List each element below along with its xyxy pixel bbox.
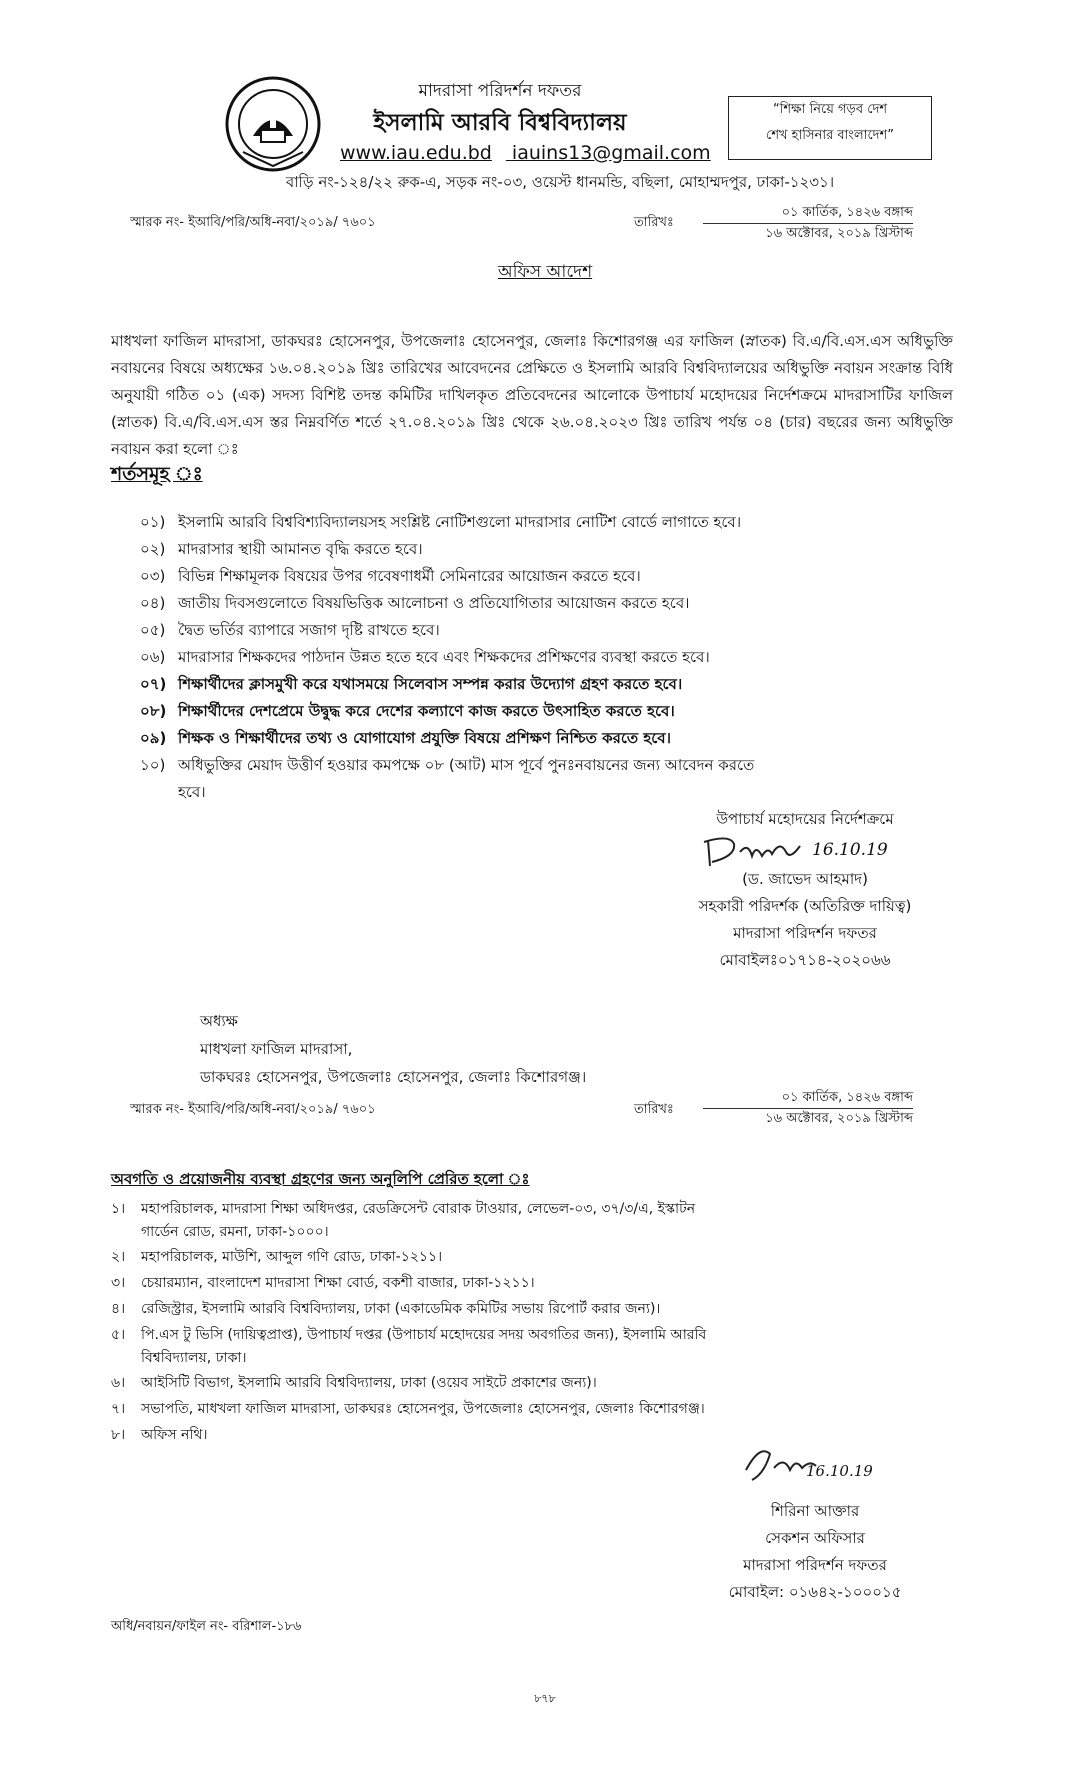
date-label: তারিখঃ — [634, 215, 674, 230]
condition-item: ০৯) শিক্ষক ও শিক্ষার্থীদের তথ্য ও যোগাযোগ প্রযুক্তি বিষয়ে প্রশিক্ষণ নিশ্চিত করতে হবে। — [140, 729, 671, 747]
cc-item: ৬। আইসিটি বিভাগ, ইসলামি আরবি বিশ্ববিদ্যালয়, ঢাকা (ওয়েব সাইটে প্রকাশের জন্য)। — [111, 1375, 597, 1391]
memo-date — [703, 203, 913, 244]
memo-reference: স্মারক নং- ইআবি/পরি/অধি-নবা/২০১৯/ ৭৬০১ — [130, 1102, 376, 1117]
university-name: ইসলামি আরবি বিশ্ববিদ্যালয় — [373, 110, 627, 136]
handwritten-signature — [740, 1440, 940, 1500]
condition-item: ০৭) শিক্ষার্থীদের ক্লাসমুখী করে যথাসময়ে সিলেবাস সম্পন্ন করার উদ্যোগ গ্রহণ করতে হবে। — [140, 675, 683, 693]
date-bangla: ০১ কার্তিক, ১৪২৬ বঙ্গাব্দ — [703, 1088, 913, 1109]
cc-item: ৪। রেজিস্ট্রার, ইসলামি আরবি বিশ্ববিদ্যালয়, ঢাকা (একাডেমিক কমিটির সভায় রিপোর্ট করার জন্য)। — [111, 1301, 661, 1317]
memo-reference: স্মারক নং- ইআবি/পরি/অধি-নবা/২০১৯/ ৭৬০১ — [130, 215, 376, 230]
website-link[interactable]: www.iau.edu.bd — [340, 142, 492, 164]
signatory-designation: সেকশন অফিসার — [765, 1529, 865, 1547]
signatory-office: মাদরাসা পরিদর্শন দফতর — [743, 1556, 887, 1574]
cc-title: অবগতি ও প্রয়োজনীয় ব্যবস্থা গ্রহণের জন্য অনুলিপি প্রেরিত হলো ঃ — [111, 1170, 530, 1188]
signatory-office: মাদরাসা পরিদর্শন দফতর — [733, 924, 877, 942]
condition-item: ০১) ইসলামি আরবি বিশ্ববিশ্যবিদ্যালয়সহ সংশ্লিষ্ট নোটিশগুলো মাদরাসার নোটিশ বোর্ডে লাগাতে হবে। — [140, 513, 742, 531]
cc-item: ৭। সভাপতি, মাধখলা ফাজিল মাদরাসা, ডাকঘরঃ হোসেনপুর, উপজেলাঃ হোসেনপুর, জেলাঃ কিশোরগঞ্জ। — [111, 1401, 705, 1417]
office-name: মাদরাসা পরিদর্শন দফতর — [418, 81, 582, 101]
condition-item: ১০) অধিভুক্তির মেয়াদ উত্তীর্ণ হওয়ার কমপক্ষে ০৮ (আট) মাস পূর্বে পুনঃনবায়নের জন্য আবেদন করতে হবে। — [140, 756, 755, 801]
conditions-title: শর্তসমূহ ঃ — [111, 463, 203, 485]
date-label: তারিখঃ — [634, 1102, 674, 1117]
recipient-address: ডাকঘরঃ হোসেনপুর, উপজেলাঃ হোসেনপুর, জেলাঃ কিশোরগঞ্জ। — [200, 1068, 587, 1086]
cc-item: ২। মহাপরিচালক, মাউশি, আব্দুল গণি রোড, ঢাকা-১২১১। — [111, 1249, 443, 1265]
signatory-mobile: মোবাইলঃ০১৭১৪-২০২০৬৬ — [719, 951, 891, 969]
slogan-line-1: “শিক্ষা নিয়ে গড়ব দেশ — [772, 102, 888, 117]
office-address: বাড়ি নং-১২৪/২২ রুক-এ, সড়ক নং-০৩, ওয়েস্ট ধানমন্ডি, বছিলা, মোহাম্মদপুর, ঢাকা-১২৩১। — [285, 173, 835, 191]
condition-item: ০৫) দ্বৈত ভর্তির ব্যাপারে সজাগ দৃষ্টি রাখতে হবে। — [140, 621, 440, 639]
signatory-mobile: মোবাইল: ০১৬৪২-১০০০১৫ — [728, 1583, 902, 1601]
page-number: ৮৭৮ — [534, 1692, 556, 1705]
handwritten-signature — [700, 832, 940, 872]
signature-date: 16.10.19 — [806, 1462, 873, 1480]
recipient-institution: মাধখলা ফাজিল মাদরাসা, — [200, 1040, 353, 1058]
cc-item: ৮। অফিস নথি। — [111, 1427, 208, 1443]
email-link[interactable]: iauins13@gmail.com — [511, 142, 711, 164]
order-body: মাধখলা ফাজিল মাদরাসা, ডাকঘরঃ হোসেনপুর, উপজেলাঃ হোসেনপুর, জেলাঃ কিশোরগঞ্জ এর ফাজিল (স্নাতক) বি.এ/বি.এস.এস অধিভুক্তি নবায়নের বিষয়ে অধ্যক্ষের ১৬.০৪.২০১৯ খ্রিঃ তারিখের আবেদনের প্রেক্ষিতে ও ইসলামি আরবি বিশ্ববিদ্যালয়ের অধিভুক্তি নবায়ন সংক্রান্ত বিধি অনুযায়ী গঠিত ০১ (এক) সদস্য বিশিষ্ট তদন্ত কমিটির দাখিলকৃত প্রতিবেদনের আলোকে উপাচার্য মহোদয়ের নির্দেশক্রমে মাদরাসাটির ফাজিল (স্নাতক) বি.এ/বি.এস.এস স্তর নিম্নবর্ণিত শর্তে ২৭.০৪.২০১৯ খ্রিঃ থেকে ২৬.০৪.২০২৩ খ্রিঃ তারিখ পর্যন্ত ০৪ (চার) বছরের জন্য অধিভুক্তি নবায়ন করা হলো ঃ — [111, 332, 953, 458]
date-english: ১৬ অক্টোবর, ২০১৯ খ্রিস্টাব্দ — [765, 1111, 913, 1126]
condition-item: ০৮) শিক্ষার্থীদের দেশপ্রেমে উদ্বুদ্ধ করে দেশের কল্যাণে কাজ করতে উৎসাহিত করতে হবে। — [140, 702, 675, 720]
signatory-designation: সহকারী পরিদর্শক (অতিরিক্ত দায়িত্ব) — [698, 897, 912, 915]
file-number: অধি/নবায়ন/ফাইল নং- বরিশাল-১৮৬ — [111, 1619, 302, 1634]
memo-date — [703, 1088, 913, 1129]
order-title: অফিস আদেশ — [497, 262, 593, 282]
signatory-name: (ড. জাভেদ আহমাদ) — [742, 870, 868, 888]
date-english: ১৬ অক্টোবর, ২০১৯ খ্রিস্টাব্দ — [765, 226, 913, 241]
signatory-name: শিরিনা আক্তার — [770, 1502, 860, 1520]
slogan-line-2: শেখ হাসিনার বাংলাদেশ” — [766, 128, 894, 143]
cc-item: ৫। পি.এস টু ভিসি (দায়িত্বপ্রাপ্ত), উপাচার্য দপ্তর (উপাচার্য মহোদয়ের সদয় অবগতির জন্য), ইসলামি আরবি বিশ্ববিদ্যালয়, ঢাকা। — [111, 1327, 707, 1366]
slogan-box — [728, 96, 932, 160]
condition-item: ০২) মাদরাসার স্থায়ী আমানত বৃদ্ধি করতে হবে। — [140, 540, 423, 558]
date-bangla: ০১ কার্তিক, ১৪২৬ বঙ্গাব্দ — [703, 203, 913, 224]
university-logo — [223, 74, 323, 174]
recipient-title: অধ্যক্ষ — [200, 1012, 238, 1030]
cc-item: ১। মহাপরিচালক, মাদরাসা শিক্ষা অধিদপ্তর, রেডক্রিসেন্ট বোরাক টাওয়ার, লেভেল-০৩, ৩৭/৩/এ, ইস্কাটন গার্ডেন রোড, রমনা, ঢাকা-১০০০। — [111, 1201, 696, 1240]
contact-line — [330, 142, 730, 164]
cc-item: ৩। চেয়ারম্যান, বাংলাদেশ মাদরাসা শিক্ষা বোর্ড, বকশী বাজার, ঢাকা-১২১১। — [111, 1275, 535, 1291]
by-order-line: উপাচার্য মহোদয়ের নির্দেশক্রমে — [716, 810, 894, 828]
signature-date: 16.10.19 — [812, 840, 888, 860]
condition-item: ০৪) জাতীয় দিবসগুলোতে বিষয়ভিত্তিক আলোচনা ও প্রতিযোগিতার আয়োজন করতে হবে। — [140, 594, 690, 612]
condition-item: ০৬) মাদরাসার শিক্ষকদের পাঠদান উন্নত হতে হবে এবং শিক্ষকদের প্রশিক্ষণের ব্যবস্থা করতে হবে। — [140, 648, 710, 666]
condition-item: ০৩) বিভিন্ন শিক্ষামূলক বিষয়ের উপর গবেষণাধর্মী সেমিনারের আয়োজন করতে হবে। — [140, 567, 641, 585]
